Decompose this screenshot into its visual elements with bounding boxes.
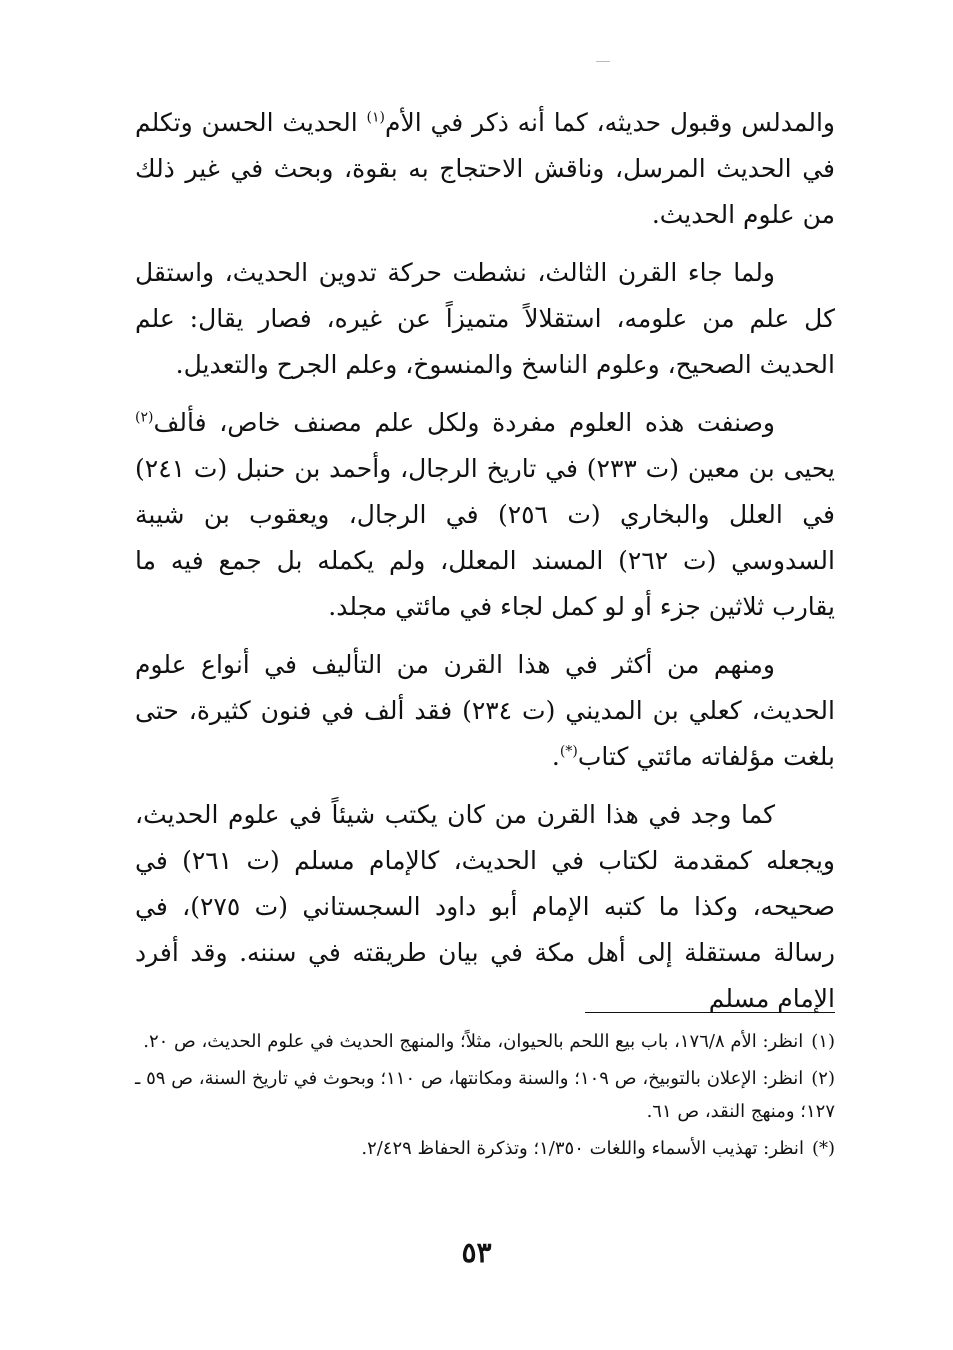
footnote-ref-1[interactable]: (١) [366, 109, 385, 126]
paragraph-2: ولما جاء القرن الثالث، نشطت حركة تدوين الحديث، واستقل كل علم من علومه، استقلالاً متميزاً عن غيره، فصار يقال: علم الحديث الصحيح، وعلوم الناسخ والمنسوخ، وعلم الجرح والتعديل. [135, 258, 835, 379]
paragraph-5: كما وجد في هذا القرن من كان يكتب شيئاً في علوم الحديث، ويجعله كمقدمة لكتاب في الحديث، كالإمام مسلم (ت ٢٦١) في صحيحه، وكذا ما كتبه الإمام أبو داود السجستاني (ت ٢٧٥)، في رسالة مستقلة إلى أهل مكة في بيان طريقته في سننه. وقد أفرد الإمام مسلم [135, 800, 835, 1013]
footnote-2-text: انظر: الإعلان بالتوبيخ، ص ١٠٩؛ والسنة ومكانتها، ص ١١٠؛ وبحوث في تاريخ السنة، ص ٥٩ ـ ١٢٧؛ ومنهج النقد، ص ٦١. [135, 1068, 835, 1122]
footnote-3 [135, 1132, 835, 1165]
paragraph-3-text-b: يحيى بن معين (ت ٢٣٣) في تاريخ الرجال، وأحمد بن حنبل (ت ٢٤١) في العلل والبخاري (ت ٢٥٦) في الرجال، ويعقوب بن شيبة السدوسي (ت ٢٦٢) المسند المعلل، ولم يكمله بل جمع فيه ما يقارب ثلاثين جزء أو لو كمل لجاء في مائتي مجلد. [135, 454, 835, 621]
footnote-1 [135, 1025, 835, 1058]
paragraph-4 [135, 642, 835, 780]
paragraph-1-text-a: والمدلس وقبول حديثه، كما أنه ذكر في الأم [384, 108, 835, 137]
paragraph-4-text-a: ومنهم من أكثر في هذا القرن من التأليف في أنواع علوم الحديث، كعلي بن المديني (ت ٢٣٤) فقد ألف في فنون كثيرة، حتى بلغت مؤلفاته مائتي كتاب [135, 650, 835, 771]
page-body [135, 100, 835, 1159]
footnote-ref-star[interactable]: (*) [559, 743, 578, 760]
footnote-3-text: انظر: تهذيب الأسماء واللغات ١/٣٥٠؛ وتذكرة الحفاظ ٢/٤٢٩. [361, 1138, 804, 1159]
paragraph-1 [135, 100, 835, 238]
paragraph-1-text-b: الحديث الحسن وتكلم في الحديث المرسل، وناقش الاحتجاج به بقوة، وبحث في غير ذلك من علوم الحديث. [135, 108, 835, 229]
footnote-2-marker: (٢) [811, 1068, 835, 1089]
footnote-divider [585, 1012, 835, 1013]
paragraph-3 [135, 400, 835, 630]
paragraph-3-text-a: وصنفت هذه العلوم مفردة ولكل علم مصنف خاص، فألف [153, 408, 775, 437]
main-text [135, 100, 835, 1022]
footnote-2 [135, 1062, 835, 1128]
footnote-1-text: انظر: الأم ١٧٦/٨، باب بيع اللحم بالحيوان، مثلاً؛ والمنهج الحديث في علوم الحديث، ص ٢٠. [143, 1031, 804, 1052]
footnotes [135, 1025, 835, 1169]
paragraph-4-text-b: . [551, 742, 560, 771]
page-number: ٥٣ [461, 1236, 492, 1269]
footnote-1-marker: (١) [811, 1031, 835, 1052]
footnote-ref-2[interactable]: (٢) [135, 409, 154, 426]
scan-mark [596, 61, 610, 62]
footnote-3-marker: (*) [811, 1138, 835, 1159]
